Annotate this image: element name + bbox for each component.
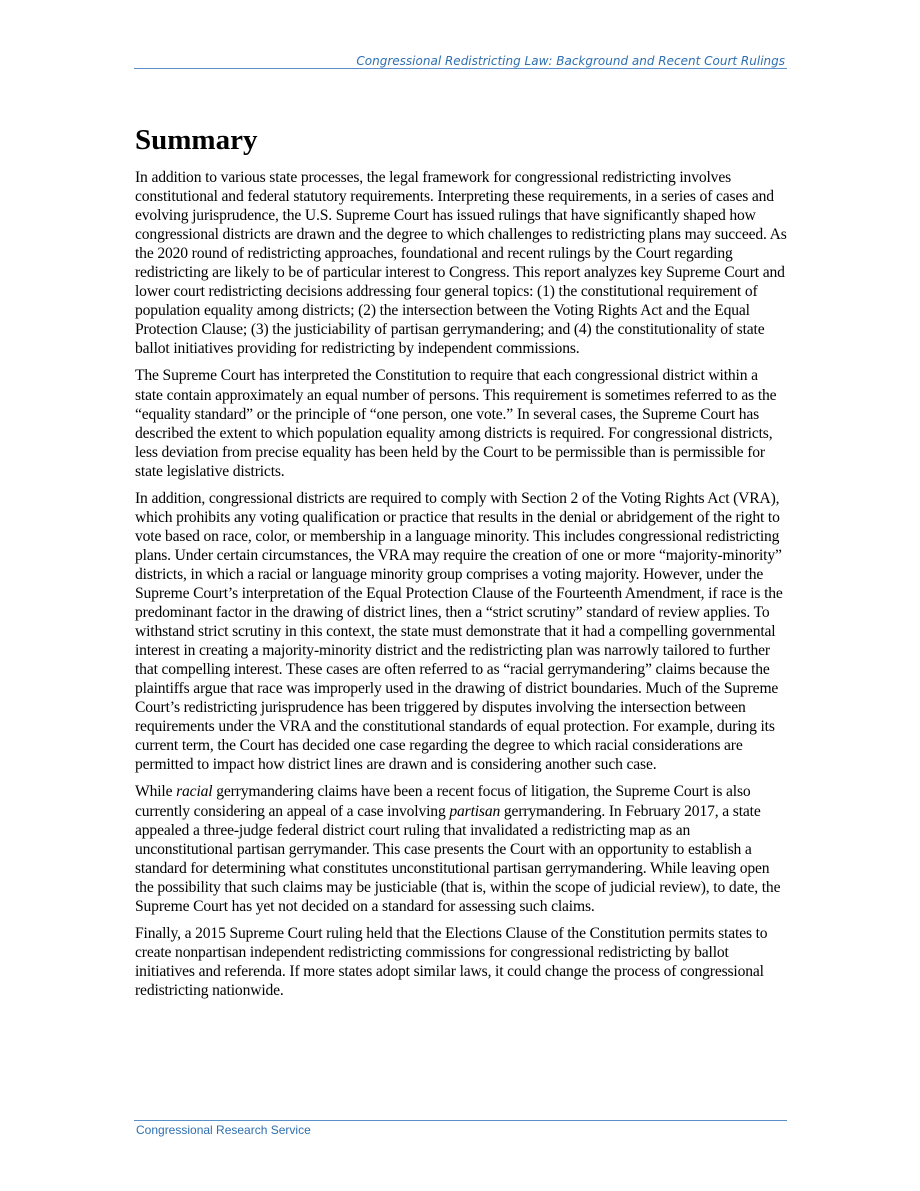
header-divider <box>134 68 787 69</box>
paragraph-5: Finally, a 2015 Supreme Court ruling held that the Elections Clause of the Constitution permits states to create nonpartisan independent redistricting commissions for congressional redistricting by ballot initiatives and referenda. If more states adopt similar laws, it could change the process of congressional redistricting nationwide. <box>135 924 768 999</box>
summary-body <box>135 168 787 1008</box>
paragraph-4-text: gerrymandering. In February 2017, a state appealed a three-judge federal district court ruling that invalidated a redistricting map as an unconstitutional partisan gerrymander. This case presents the Court with an opportunity to establish a standard for determining what constitutes unconstitutional partisan gerrymandering. While leaving open the possibility that such claims may be justiciable (that is, within the scope of judicial review), to date, the Supreme Court has yet not decided on a standard for assessing such claims. <box>135 802 781 915</box>
emphasis-partisan: partisan <box>449 802 501 820</box>
footer-divider <box>134 1120 787 1121</box>
paragraph-4-text: gerrymandering claims have been a recent focus of litigation, the Supreme Court is also currently considering an appeal of a case involving <box>135 783 751 820</box>
section-title: Summary <box>135 124 258 156</box>
paragraph-1: In addition to various state processes, the legal framework for congressional redistricting involves constitutional and federal statutory requirements. Interpreting these requirements, in a series of cases and evolving jurisprudence, the U.S. Supreme Court has issued rulings that have significantly shaped how congressional districts are drawn and the degree to which challenges to redistricting plans may succeed. As the 2020 round of redistricting approaches, foundational and recent rulings by the Court regarding redistricting are likely to be of particular interest to Congress. This report analyzes key Supreme Court and lower court redistricting decisions addressing four general topics: (1) the constitutional requirement of population equality among districts; (2) the intersection between the Voting Rights Act and the Equal Protection Clause; (3) the justiciability of partisan gerrymandering; and (4) the constitutionality of state ballot initiatives providing for redistricting by independent commissions. <box>135 169 787 358</box>
emphasis-racial: racial <box>176 783 213 801</box>
footer-publisher: Congressional Research Service <box>136 1123 311 1137</box>
paragraph-2: The Supreme Court has interpreted the Constitution to require that each congressional district within a state contain approximately an equal number of persons. This requirement is sometimes referred to as the “equality standard” or the principle of “one person, one vote.” In several cases, the Supreme Court has described the extent to which population equality among districts is required. For congressional districts, less deviation from precise equality has been held by the Court to be permissible than is permissible for state legislative districts. <box>135 367 777 480</box>
paragraph-4-text: While <box>135 783 177 801</box>
running-header: Congressional Redistricting Law: Background and Recent Court Rulings <box>356 54 785 68</box>
paragraph-4 <box>135 782 787 915</box>
paragraph-3: In addition, congressional districts are required to comply with Section 2 of the Voting Rights Act (VRA), which prohibits any voting qualification or practice that results in the denial or abridgement of the right to vote based on race, color, or membership in a language minority. This includes congressional redistricting plans. Under certain circumstances, the VRA may require the creation of one or more “majority-minority” districts, in which a racial or language minority group comprises a voting majority. However, under the Supreme Court’s interpretation of the Equal Protection Clause of the Fourteenth Amendment, if race is the predominant factor in the drawing of district lines, then a “strict scrutiny” standard of review applies. To withstand strict scrutiny in this context, the state must demonstrate that it had a compelling governmental interest in creating a majority-minority district and the redistricting plan was narrowly tailored to further that compelling interest. These cases are often referred to as “racial gerrymandering” claims because the plaintiffs argue that race was improperly used in the drawing of district boundaries. Much of the Supreme Court’s redistricting jurisprudence has been triggered by disputes involving the intersection between requirements under the VRA and the constitutional standards of equal protection. For example, during its current term, the Court has decided one case regarding the degree to which racial considerations are permitted to impact how district lines are drawn and is considering another such case. <box>135 489 783 774</box>
